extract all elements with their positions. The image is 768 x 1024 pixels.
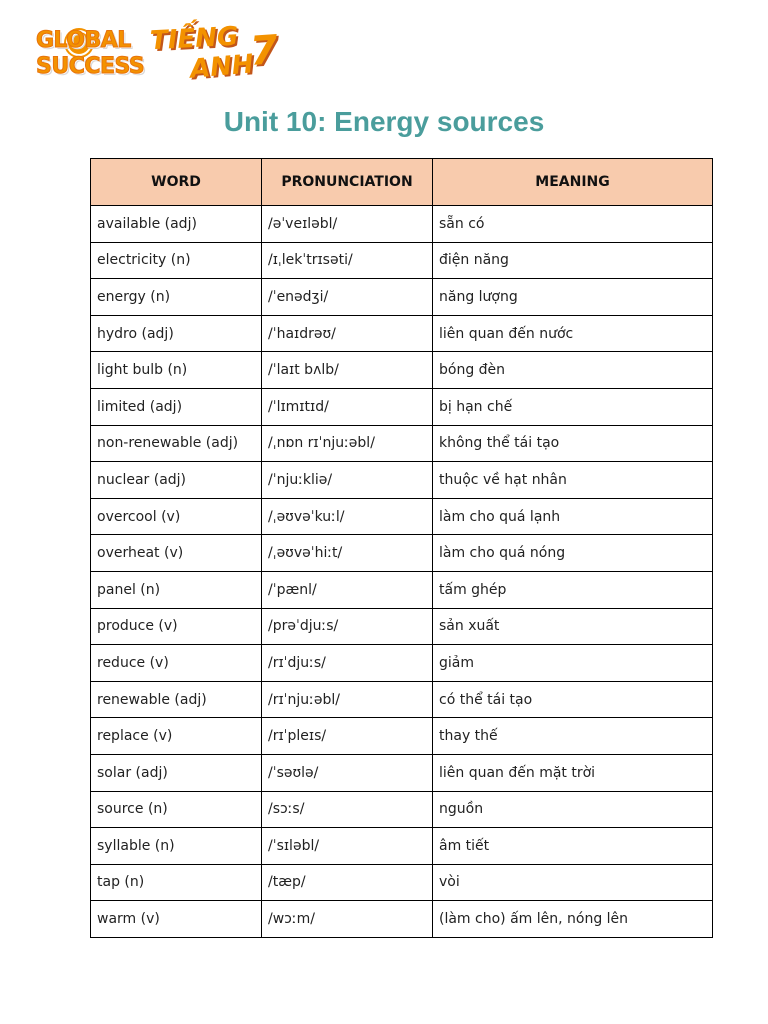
logo-global-text: GLOBAL (36, 28, 131, 53)
pronunciation-cell: /ˈsəʊlə/ (262, 754, 433, 791)
table-row (91, 462, 713, 499)
logo-success-text: SUCCESS (36, 54, 145, 79)
word-cell: light bulb (n) (91, 352, 262, 389)
word-cell: renewable (adj) (91, 681, 262, 718)
pronunciation-cell: /əˈveɪləbl/ (262, 206, 433, 243)
meaning-cell: tấm ghép (433, 571, 713, 608)
table-row (91, 828, 713, 865)
table-row (91, 535, 713, 572)
pronunciation-cell: /rɪˈpleɪs/ (262, 718, 433, 755)
word-cell: produce (v) (91, 608, 262, 645)
word-cell: overcool (v) (91, 498, 262, 535)
pronunciation-cell: /ˈsɪləbl/ (262, 828, 433, 865)
meaning-cell: liên quan đến nước (433, 315, 713, 352)
word-cell: nuclear (adj) (91, 462, 262, 499)
word-cell: syllable (n) (91, 828, 262, 865)
pronunciation-cell: /ˈlɪmɪtɪd/ (262, 388, 433, 425)
meaning-cell: bóng đèn (433, 352, 713, 389)
word-cell: energy (n) (91, 279, 262, 316)
word-cell: source (n) (91, 791, 262, 828)
vocabulary-table (90, 158, 713, 938)
table-row (91, 681, 713, 718)
word-cell: limited (adj) (91, 388, 262, 425)
page-title: Unit 10: Energy sources (223, 106, 545, 137)
word-cell: available (adj) (91, 206, 262, 243)
word-cell: replace (v) (91, 718, 262, 755)
word-cell: reduce (v) (91, 645, 262, 682)
global-success-logo (36, 24, 145, 86)
table-row (91, 242, 713, 279)
meaning-cell: giảm (433, 645, 713, 682)
table-row (91, 901, 713, 938)
pronunciation-cell: /ˈpænl/ (262, 571, 433, 608)
pronunciation-cell: /ˈnjuːkliə/ (262, 462, 433, 499)
logo-area (36, 21, 290, 86)
pronunciation-cell: /ˈlaɪt bʌlb/ (262, 352, 433, 389)
table-row (91, 791, 713, 828)
word-cell: hydro (adj) (91, 315, 262, 352)
meaning-cell: làm cho quá nóng (433, 535, 713, 572)
pronunciation-cell: /ˌəʊvəˈkuːl/ (262, 498, 433, 535)
pronunciation-cell: /wɔːm/ (262, 901, 433, 938)
table-row (91, 279, 713, 316)
pronunciation-cell: /prəˈdjuːs/ (262, 608, 433, 645)
table-row (91, 425, 713, 462)
pronunciation-cell: /rɪˈnjuːəbl/ (262, 681, 433, 718)
table-row (91, 571, 713, 608)
table-row (91, 206, 713, 243)
table-row (91, 352, 713, 389)
header-word: WORD (91, 159, 262, 206)
meaning-cell: có thể tái tạo (433, 681, 713, 718)
meaning-cell: không thể tái tạo (433, 425, 713, 462)
tieng-anh-7-logo (149, 21, 290, 86)
meaning-cell: nguồn (433, 791, 713, 828)
meaning-cell: năng lượng (433, 279, 713, 316)
word-cell: overheat (v) (91, 535, 262, 572)
word-cell: warm (v) (91, 901, 262, 938)
meaning-cell: thay thế (433, 718, 713, 755)
pronunciation-cell: /ˈenədʒi/ (262, 279, 433, 316)
word-cell: solar (adj) (91, 754, 262, 791)
table-row (91, 388, 713, 425)
header-pronunciation: PRONUNCIATION (262, 159, 433, 206)
meaning-cell: âm tiết (433, 828, 713, 865)
meaning-cell: điện năng (433, 242, 713, 279)
pronunciation-cell: /ˌəʊvəˈhiːt/ (262, 535, 433, 572)
word-cell: panel (n) (91, 571, 262, 608)
word-cell: tap (n) (91, 864, 262, 901)
meaning-cell: liên quan đến mặt trời (433, 754, 713, 791)
meaning-cell: sẵn có (433, 206, 713, 243)
header-meaning: MEANING (433, 159, 713, 206)
meaning-cell: thuộc về hạt nhân (433, 462, 713, 499)
meaning-cell: vòi (433, 864, 713, 901)
table-row (91, 645, 713, 682)
meaning-cell: (làm cho) ấm lên, nóng lên (433, 901, 713, 938)
table-row (91, 608, 713, 645)
word-cell: electricity (n) (91, 242, 262, 279)
table-row (91, 315, 713, 352)
pronunciation-cell: /ˈhaɪdrəʊ/ (262, 315, 433, 352)
logo-tieng-text: TIẾNG (149, 21, 240, 57)
table-row (91, 718, 713, 755)
word-cell: non-renewable (adj) (91, 425, 262, 462)
meaning-cell: bị hạn chế (433, 388, 713, 425)
table-row (91, 864, 713, 901)
pronunciation-cell: /ɪˌlekˈtrɪsəti/ (262, 242, 433, 279)
meaning-cell: sản xuất (433, 608, 713, 645)
pronunciation-cell: /sɔːs/ (262, 791, 433, 828)
pronunciation-cell: /ˌnɒn rɪˈnjuːəbl/ (262, 425, 433, 462)
table-row (91, 754, 713, 791)
meaning-cell: làm cho quá lạnh (433, 498, 713, 535)
logo-grade-text: 7 (248, 27, 280, 75)
logo-anh-text: ANH (188, 49, 255, 85)
pronunciation-cell: /rɪˈdjuːs/ (262, 645, 433, 682)
table-row (91, 498, 713, 535)
table-header-row (91, 159, 713, 206)
pronunciation-cell: /tæp/ (262, 864, 433, 901)
